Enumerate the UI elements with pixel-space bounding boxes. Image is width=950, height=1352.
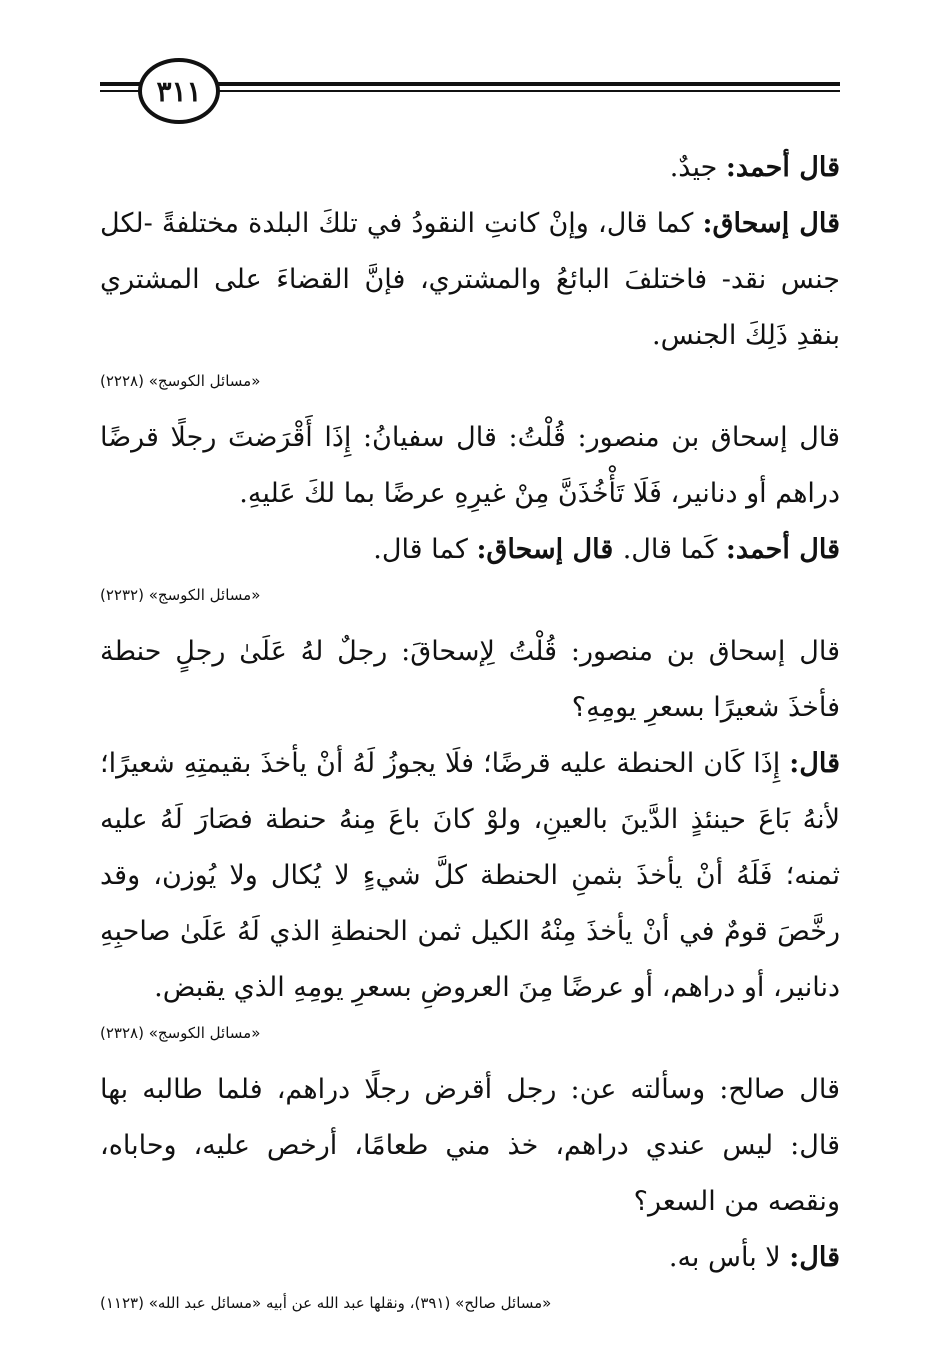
paragraph-text: جيدٌ. [669,152,726,183]
speaker-label: قال أحمد: [725,152,840,183]
paragraph-text: قال إسحاق بن منصور: قُلْتُ: قال سفيانُ: إِذَا أَقْرَضتَ رجلًا قرضًا دراهم أو دنانير، فَلَا تَأْخُذَنَّ مِنْ غيرِهِ عرضًا بما لكَ عَليهِ. [100,422,840,509]
source-reference-2 [100,584,840,606]
reference-text: «مسائل الكوسج» (٢٣٢٨) [100,1024,261,1042]
paragraph-text: كما قال، وإنْ كانتِ النقودُ في تلكَ البلدة مختلفةً -لكل جنس نقد- فاختلفَ البائعُ والمشتري، فإنَّ القضاءَ على المشتري بنقدِ ذَلِكَ الجنس. [100,208,840,351]
source-reference-1 [100,370,840,392]
paragraph-text: قال إسحاق بن منصور: قُلْتُ لِإسحاقَ: رجلٌ لهُ عَلَىٰ رجلٍ حنطة فأخذَ شعيرًا بسعرِ يومِهِ؟ [100,636,840,723]
paragraph-3 [100,410,840,522]
speaker-label: قال: [789,1242,840,1273]
paragraph-text-2: كما قال. [373,534,477,565]
paragraph-7 [100,1062,840,1230]
paragraph-2 [100,196,840,364]
speaker-label-2: قال إسحاق: [476,534,623,565]
paragraph-text: إِذَا كَان الحنطة عليه قرضًا؛ فلَا يجوزُ لَهُ أنْ يأخذَ بقيمتِهِ شعيرًا؛ لأنهُ بَاعَ حينئذٍ الدَّينَ بالعينِ، ولوْ كانَ باعَ مِنهُ حنطة فصَارَ لَهُ عليه ثمنه؛ فَلَهُ أنْ يأخذَ بثمنِ الحنطة كلَّ شيءٍ لا يُكال ولا يُوزن، وقد رخَّصَ قومٌ في أنْ يأخذَ مِنْهُ الكيل ثمن الحنطةِ الذي لَهُ عَلَىٰ صاحبِهِ دنانير، أو دراهم، أو عرضًا مِنَ العروضِ بسعرِ يومِهِ الذي يقبض. [100,748,840,1003]
speaker-label: قال أحمد: [725,534,840,565]
page-body [100,140,840,1332]
paragraph-text: قال صالح: وسألته عن: رجل أقرض رجلًا دراهم، فلما طالبه بها قال: ليس عندي دراهم، خذ مني طعامًا، أرخص عليه، وحاباه، ونقصه من السعر؟ [100,1074,840,1217]
source-reference-4 [100,1292,840,1314]
paragraph-text: كَما قال. [622,534,726,565]
paragraph-6 [100,736,840,1016]
page-number: ٣١١ [138,58,220,124]
speaker-label: قال: [789,748,840,779]
paragraph-5 [100,624,840,736]
paragraph-text: لا بأس به. [668,1242,790,1273]
reference-text: «مسائل صالح» (٣٩١)، ونقلها عبد الله عن أبيه «مسائل عبد الله» (١١٢٣) [100,1294,552,1312]
paragraph-4 [100,522,840,578]
paragraph-1 [100,140,840,196]
paragraph-8 [100,1230,840,1286]
speaker-label: قال إسحاق: [702,208,840,239]
source-reference-3 [100,1022,840,1044]
reference-text: «مسائل الكوسج» (٢٢٢٨) [100,372,261,390]
reference-text: «مسائل الكوسج» (٢٢٣٢) [100,586,261,604]
page-header [100,52,840,132]
